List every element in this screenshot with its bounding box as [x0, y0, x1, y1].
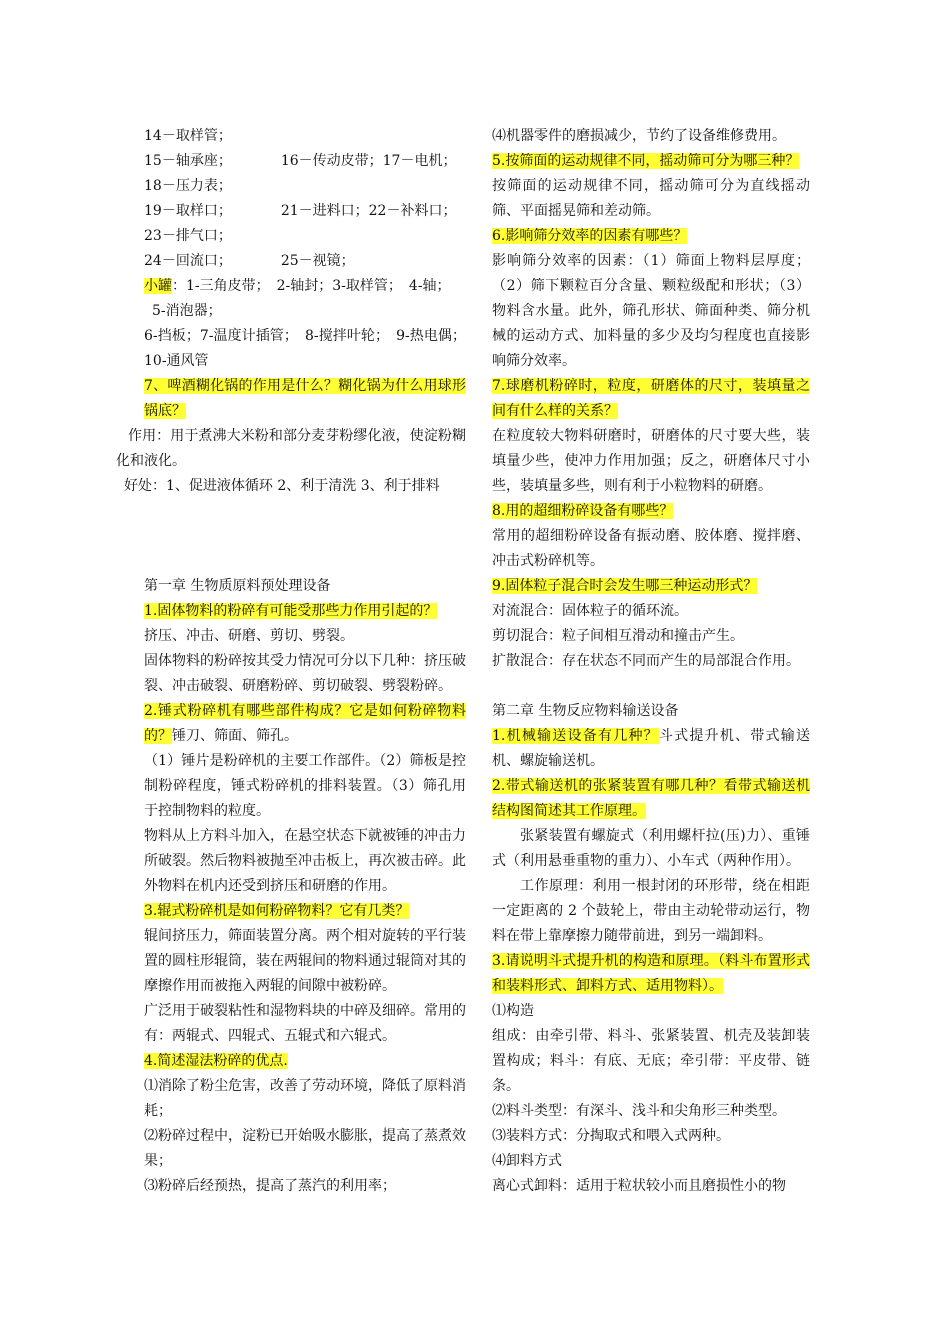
- answer-text: ⑴构造: [492, 1003, 534, 1019]
- answer-text: 对流混合：固体粒子的循环流。: [492, 603, 688, 619]
- parts-line: 19－取样口； 21－进料口；22－补料口；: [144, 203, 457, 219]
- answer-inline: 斗式提升机、带式输送机、螺旋输送机。: [492, 728, 811, 769]
- answer-text: 常用的超细粉碎设备有振动磨、胶体磨、搅拌磨、冲击式粉碎机等。: [492, 528, 810, 569]
- question-text: 1.机械输送设备有几种？: [492, 728, 659, 744]
- question-text: 2.带式输送机的张紧装置有哪几种？看带式输送机结构图简述其工作原理。: [492, 778, 810, 819]
- question-c1q1: [144, 599, 466, 624]
- left-column: [116, 124, 466, 1199]
- parts-line: 18－压力表；: [144, 178, 232, 194]
- question-c1q7: [492, 374, 810, 424]
- answer-text: 组成：由牵引带、料斗、张紧装置、机壳及装卸装置构成；料斗：有底、无底；牵引带：平皮带、链条。: [492, 1028, 810, 1094]
- question-c2q1: [492, 724, 810, 774]
- answer-text: ⑷卸料方式: [492, 1153, 562, 1169]
- question-text: 2.锤式粉碎机有哪些部件构成？它是如何粉碎物料的？: [144, 703, 466, 744]
- parts-line: 14－取样管；: [144, 128, 232, 144]
- chapter-title: 第二章 生物反应物料输送设备: [492, 703, 679, 719]
- answer-q7-benefit: 好处：1、促进液体循环 2、利于清洗 3、利于排料: [124, 478, 440, 494]
- question-c1q9: [492, 574, 810, 599]
- question-c2q2: [492, 774, 810, 824]
- question-text: 6.影响筛分效率的因素有哪些？: [492, 228, 688, 244]
- answer-text: ⑶粉碎后经预热，提高了蒸汽的利用率；: [144, 1178, 396, 1194]
- question-text: 7.球磨机粉碎时，粒度，研磨体的尺寸，装填量之间有什么样的关系？: [492, 378, 810, 419]
- question-text: 9.固体粒子混合时会发生哪三种运动形式？: [492, 578, 758, 594]
- answer-text: 离心式卸料：适用于粒状较小而且磨损性小的物: [492, 1178, 786, 1194]
- question-c1q6: [492, 224, 810, 249]
- answer-text: 工作原理：利用一根封闭的环形带，绕在相距一定距离的 2 个鼓轮上，带由主动轮带动运行，物料在带上靠摩擦力随带前进，到另一端卸料。: [492, 878, 810, 944]
- question-text: 1.固体物料的粉碎有可能受那些力作用引起的？: [144, 603, 438, 619]
- small-tank-parts: ：1-三角皮带； 2-轴封；3-取样管； 4-轴；: [172, 278, 451, 294]
- answer-text: ⑴消除了粉尘危害，改善了劳动环境，降低了原料消耗；: [144, 1078, 466, 1119]
- answer-text: 扩散混合：存在状态不同而产生的局部混合作用。: [492, 653, 800, 669]
- chapter-title: 第一章 生物质原料预处理设备: [144, 578, 331, 594]
- answer-inline: 锤刀、筛面、筛孔。: [172, 728, 298, 744]
- answer-text: ⑵料斗类型：有深斗、浅斗和尖角形三种类型。: [492, 1103, 786, 1119]
- right-column: [492, 124, 810, 1199]
- answer-text: 广泛用于破裂粘性和湿物料块的中碎及细碎。常用的有：两辊式、四辊式、五辊式和六辊式。: [144, 1003, 466, 1044]
- question-c2q3: [492, 949, 810, 999]
- question-q7: [144, 374, 466, 424]
- answer-text: 在粒度较大物料研磨时，研磨体的尺寸要大些，装填量少些，使冲力作用加强；反之，研磨体尺寸小些，装填量多些，则有利于小粒物料的研磨。: [492, 428, 810, 494]
- question-c1q3: [144, 899, 466, 924]
- small-tank-label: 小罐: [144, 278, 172, 294]
- answer-text: （1）锤片是粉碎机的主要工作部件。（2）筛板是控制粉碎程度，锤式粉碎机的排料装置。（3）筛孔用于控制物料的粒度。: [144, 753, 466, 819]
- answer-text: ⑵粉碎过程中，淀粉已开始吸水膨胀，提高了蒸煮效果；: [144, 1128, 466, 1169]
- parts-line: 24－回流口； 25－视镜；: [144, 253, 355, 269]
- question-text: 8.用的超细粉碎设备有哪些？: [492, 503, 674, 519]
- answer-text: 固体物料的粉碎按其受力情况可分以下几种：挤压破裂、冲击破裂、研磨粉碎、剪切破裂、劈裂粉碎。: [144, 653, 466, 694]
- parts-line: 6-挡板；7-温度计插管； 8-搅拌叶轮； 9-热电偶；10-通风管: [144, 328, 466, 369]
- answer-text: ⑶装料方式：分掏取式和喂入式两种。: [492, 1128, 730, 1144]
- parts-line: 15－轴承座； 16－传动皮带；17－电机；: [144, 153, 457, 169]
- question-text: 4.简述湿法粉碎的优点.: [144, 1053, 288, 1069]
- parts-line: 5-消泡器；: [152, 303, 222, 319]
- small-tank-line: [144, 274, 466, 299]
- question-c1q2: [144, 699, 466, 749]
- answer-text: 张紧装置有螺旋式（利用螺杆拉(压)力）、重锤式（利用悬垂重物的重力）、小车式（两种作用）。: [492, 828, 810, 869]
- question-text: 5.按筛面的运动规律不同，摇动筛可分为哪三种？: [492, 153, 800, 169]
- question-c1q8: [492, 499, 810, 524]
- answer-q7-function: 作用：用于煮沸大米粉和部分麦芽粉缪化液，使淀粉糊化和液化。: [116, 428, 466, 469]
- question-text: 3.辊式粉碎机是如何粉碎物料？它有几类？: [144, 903, 410, 919]
- question-c1q5: [492, 149, 810, 174]
- answer-text: 辊间挤压力，筛面装置分离。两个相对旋转的平行装置的圆柱形辊筒，装在两辊间的物料通过辊筒对其的摩擦作用而被拖入两辊的间隙中被粉碎。: [144, 928, 466, 994]
- answer-text: 按筛面的运动规律不同，摇动筛可分为直线摇动筛、平面摇晃筛和差动筛。: [492, 178, 810, 219]
- answer-text: ⑷机器零件的磨损减少，节约了设备维修费用。: [492, 128, 786, 144]
- answer-text: 挤压、冲击、研磨、剪切、劈裂。: [144, 628, 354, 644]
- question-c1q4: [144, 1049, 466, 1074]
- parts-line: 23－排气口；: [144, 228, 232, 244]
- spacer: [144, 499, 466, 574]
- spacer: [492, 674, 810, 699]
- answer-text: 剪切混合：粒子间相互滑动和撞击产生。: [492, 628, 744, 644]
- answer-text: 影响筛分效率的因素：（1）筛面上物料层厚度；（2）筛下颗粒百分含量、颗粒级配和形状；（3）物料含水量。此外，筛孔形状、筛面种类、筛分机械的运动方式、加料量的多少及均匀程度也直接影响筛分效率。: [492, 253, 810, 369]
- question-text: 3.请说明斗式提升机的构造和原理。（料斗布置形式和装料形式、卸料方式、适用物料）。: [492, 953, 810, 994]
- question-q7-text: 7、啤酒糊化锅的作用是什么？糊化锅为什么用球形锅底？: [144, 378, 466, 419]
- answer-text: 物料从上方料斗加入，在悬空状态下就被锤的冲击力所破裂。然后物料被抛至冲击板上，再次被击碎。此外物料在机内还受到挤压和研磨的作用。: [144, 828, 466, 894]
